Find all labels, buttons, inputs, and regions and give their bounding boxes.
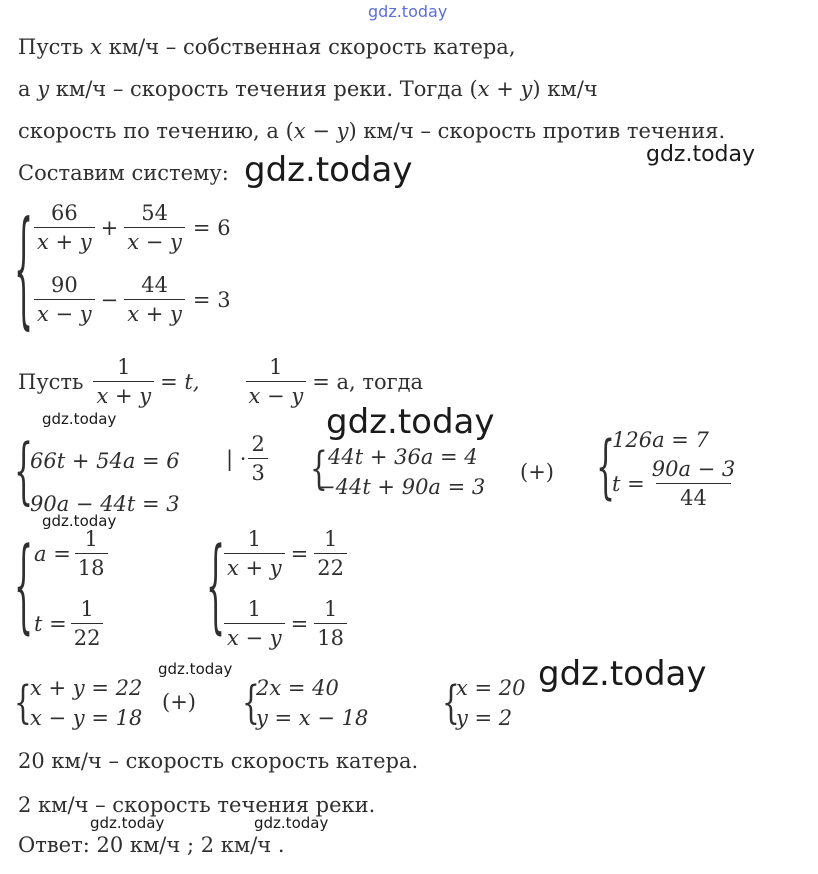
denominator: 44 [656,483,731,511]
equation: 2x = 40 [256,676,339,700]
equation: 90a − 44t = 3 [30,492,180,516]
system2-b2 [318,475,485,499]
system2-a1 [30,449,180,473]
watermark: gdz.today [90,814,165,832]
fraction [75,526,108,581]
watermark: gdz.today [42,512,117,530]
fraction [649,456,739,511]
fraction [224,526,285,581]
denominator: x + y [96,384,152,408]
watermark: gdz.today [326,402,495,442]
brace: { [596,428,616,509]
system3-t [34,596,105,651]
text: = a, тогда [312,369,424,394]
rhs: = 3 [192,287,231,312]
denominator: 3 [248,458,267,486]
fraction [71,596,104,651]
answer-line: Ответ: 20 км/ч ; 2 км/ч . [18,833,285,857]
watermark: gdz.today [42,410,117,428]
text: ) км/ч [532,77,598,101]
plus-marker: (+) [162,690,196,714]
text: t = [612,471,645,496]
system4-a2 [30,706,142,730]
fraction [34,200,95,255]
system3-r1 [222,526,349,581]
system4-a1 [30,676,142,700]
text: | · [226,446,247,471]
plus-marker: (+) [520,460,554,484]
system3-r2 [222,596,349,651]
text: t = [34,611,67,636]
brace: { [14,430,34,514]
denominator: 18 [75,553,108,581]
fraction [314,526,347,581]
expr: x + y [477,77,533,101]
numerator: 90 [50,273,78,297]
fraction [224,596,285,651]
numerator: 1 [269,355,283,379]
fraction [314,596,347,651]
denominator: 22 [71,623,104,651]
denominator: 22 [314,553,347,581]
numerator: 1 [247,527,262,551]
equation: y = x − 18 [256,706,369,730]
fraction [34,272,95,327]
var-x: x [90,35,103,59]
equation: 66t + 54a = 6 [30,449,180,473]
fraction [248,431,267,486]
fraction [124,272,185,327]
brace: { [14,198,34,345]
text: a = [34,541,71,566]
fraction [93,354,154,409]
conclusion-line-1: 20 км/ч – скорость скорость катера. [18,749,419,773]
system4-c1 [456,676,526,700]
numerator: 1 [323,597,338,621]
numerator: 44 [141,273,168,297]
substitution-line [18,354,423,409]
denominator: x − y [248,384,304,408]
equation: y = 2 [456,706,513,730]
text: Пусть [18,369,84,394]
watermark: gdz.today [254,814,329,832]
fraction [246,354,307,409]
numerator: 1 [323,527,338,551]
operator: + [100,215,119,240]
denominator: x − y [37,302,92,326]
equation: x + y = 22 [30,676,143,700]
numerator: 1 [80,597,94,621]
system2-b1 [328,445,478,469]
system3-a [34,526,110,581]
brace: { [14,528,34,647]
numerator: 1 [247,597,262,621]
numerator: 1 [84,527,98,551]
system1-eq2 [32,272,231,327]
intro-line-3 [18,118,725,144]
operator: − [100,287,119,312]
watermark: gdz.today [244,150,413,190]
conclusion-line-2: 2 км/ч – скорость течения реки. [18,793,376,817]
equals: = [290,611,309,636]
equation: x − y = 18 [30,706,143,730]
denominator: x − y [224,623,285,651]
watermark: gdz.today [158,660,233,678]
system4-b1 [256,676,339,700]
text: а [18,77,38,101]
text: км/ч – собственная скорость катера, [102,35,516,59]
multiplier [226,431,270,486]
numerator: 54 [141,201,168,225]
intro-line-4: Составим систему: [18,161,229,185]
equals: = [290,541,309,566]
watermark: gdz.today [646,142,756,167]
denominator: x − y [127,230,182,254]
text: ) км/ч – скорость против течения. [348,119,726,143]
brace: { [14,676,32,729]
numerator: 90a − 3 [651,457,736,481]
brace: { [242,676,260,729]
text: Пусть [18,35,91,59]
denominator: x + y [37,230,92,254]
denominator: x + y [224,553,285,581]
text: = t, [160,369,200,394]
brace: { [206,528,226,647]
fraction [124,200,185,255]
text: скорость по течению, а ( [18,119,294,143]
system2-c2 [612,456,740,511]
expr: x − y [293,119,349,143]
system4-c2 [456,706,512,730]
var-y: y [37,77,50,101]
rhs: = 6 [192,215,231,240]
equation: −44t + 90a = 3 [318,475,486,499]
numerator: 1 [117,355,131,379]
denominator: 18 [314,623,347,651]
system2-c1 [612,428,709,452]
equation: 44t + 36a = 4 [328,445,478,469]
numerator: 2 [251,432,265,456]
denominator: x + y [127,302,182,326]
intro-line-1 [18,34,516,60]
equation: 126a = 7 [612,428,709,452]
numerator: 66 [50,201,78,225]
brace: { [442,676,460,729]
intro-line-2 [18,76,598,102]
system4-b2 [256,706,368,730]
system1-eq1 [32,200,231,255]
watermark-top: gdz.today [368,2,448,21]
brace: { [310,442,328,495]
text: км/ч – скорость течения реки. Тогда ( [49,77,478,101]
equation: x = 20 [456,676,526,700]
watermark: gdz.today [538,654,707,694]
